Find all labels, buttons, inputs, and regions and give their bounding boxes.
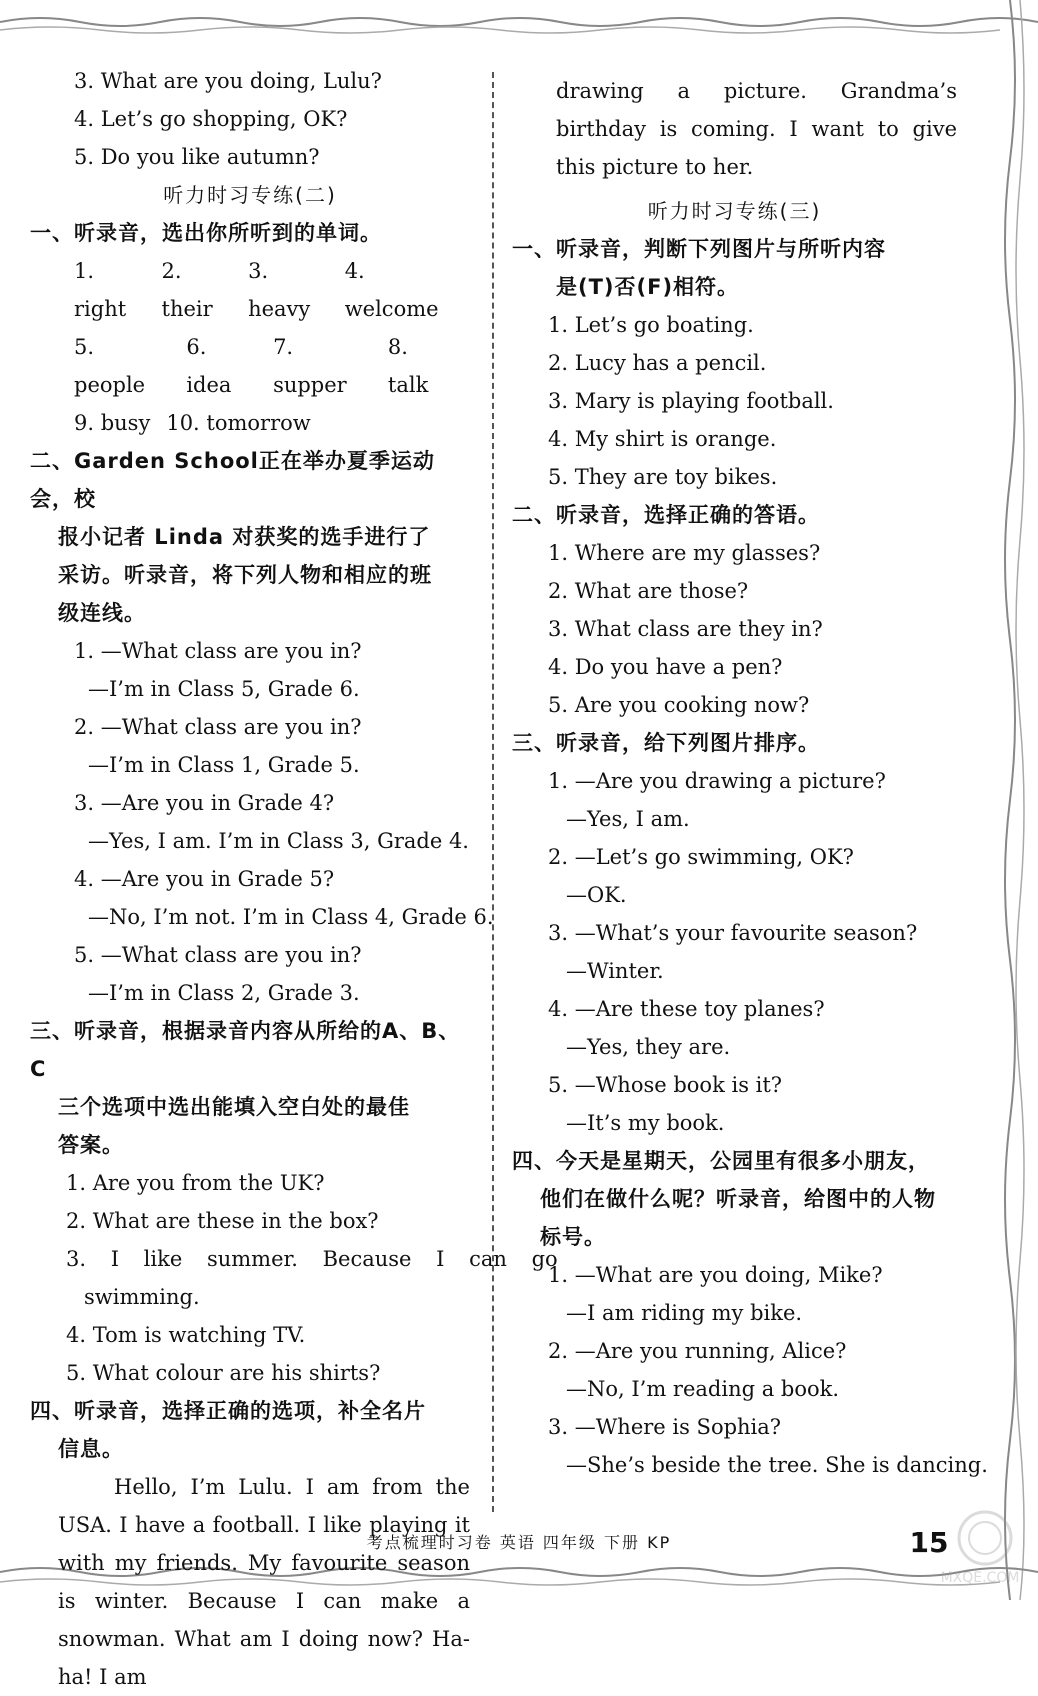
list-item: 2. What are those? (548, 579, 749, 603)
section-title: 听力时习专练(三) (647, 199, 822, 223)
list-item: 2. What are these in the box? (66, 1209, 379, 1233)
word-row (30, 252, 470, 328)
dialog-line: 4. —Are these toy planes? (548, 997, 825, 1021)
question-heading-cont: 报小记者 Linda 对获奖的选手进行了 (58, 525, 431, 549)
word: 4. welcome (344, 259, 439, 321)
dialog-line: 4. —Are you in Grade 5? (74, 867, 335, 891)
dialog-line: —Winter. (566, 959, 664, 983)
dialog-line: 5. —What class are you in? (74, 943, 362, 967)
question-heading-cont: 信息。 (58, 1437, 124, 1461)
word: 2. their (161, 259, 213, 321)
dialog-line: —No, I’m not. I’m in Class 4, Grade 6. (88, 905, 494, 929)
word-row (30, 404, 470, 442)
list-item: 3. Mary is playing football. (548, 389, 834, 413)
question-heading: 一、听录音，选出你所听到的单词。 (30, 221, 382, 245)
page-footer: 考点梳理时习卷 英语 四年级 下册 KP (366, 1533, 672, 1552)
dialog-line: —I am riding my bike. (566, 1301, 803, 1325)
word: 1. right (74, 259, 127, 321)
dialog-line: 1. —Are you drawing a picture? (548, 769, 886, 793)
watermark-text: MXQE.COM (940, 1570, 1020, 1586)
question-heading-cont: 标号。 (540, 1225, 606, 1249)
list-item: 1. Let’s go boating. (548, 313, 754, 337)
word: 8. talk (387, 335, 429, 397)
word: 10. tomorrow (166, 411, 311, 435)
dialog-line: 3. —Where is Sophia? (548, 1415, 782, 1439)
dialog-line: —Yes, they are. (566, 1035, 731, 1059)
word-row (30, 328, 470, 404)
list-item: 3. What class are they in? (548, 617, 823, 641)
word: 9. busy (74, 411, 151, 435)
section-title: 听力时习专练(二) (163, 183, 337, 207)
list-item: 3. I like summer. Because I can go (66, 1247, 558, 1271)
question-heading-cont: 三个选项中选出能填入空白处的最佳 (58, 1095, 410, 1119)
list-item: 5. Do you like autumn? (74, 145, 320, 169)
page-border-top (0, 0, 1038, 40)
word: 3. heavy (248, 259, 311, 321)
right-column (512, 62, 988, 1484)
list-item: 4. Do you have a pen? (548, 655, 783, 679)
list-item: 2. Lucy has a pencil. (548, 351, 767, 375)
dialog-line: —No, I’m reading a book. (566, 1377, 840, 1401)
list-item: 5. They are toy bikes. (548, 465, 778, 489)
question-heading-cont: 答案。 (58, 1133, 124, 1157)
list-item: 3. What are you doing, Lulu? (74, 69, 382, 93)
dialog-line: 1. —What class are you in? (74, 639, 362, 663)
dialog-line: —I’m in Class 2, Grade 3. (88, 981, 360, 1005)
list-item: 1. Are you from the UK? (66, 1171, 325, 1195)
question-heading: 二、Garden School正在举办夏季运动会，校 (30, 449, 435, 511)
page-number: 15 (909, 1526, 949, 1559)
list-item-cont: swimming. (84, 1285, 200, 1309)
question-heading: 三、听录音，给下列图片排序。 (512, 731, 820, 755)
question-heading-cont: 级连线。 (58, 601, 146, 625)
dialog-line: —OK. (566, 883, 627, 907)
dialog-line: 2. —What class are you in? (74, 715, 362, 739)
question-heading-cont: 他们在做什么呢？听录音，给图中的人物 (540, 1187, 936, 1211)
question-heading: 四、听录音，选择正确的选项，补全名片 (30, 1399, 426, 1423)
word: 7. supper (273, 335, 347, 397)
passage-paragraph: Hello, I’m Lulu. I am from the USA. I have a football. I like playing it with my friends. My favourite season is winter. Because I can make a snowman. What am I doing now? Ha-ha! I am (58, 1475, 470, 1689)
dialog-line: 5. —Whose book is it? (548, 1073, 783, 1097)
dialog-line: —She’s beside the tree. She is dancing. (566, 1453, 988, 1477)
question-heading-cont: 采访。听录音，将下列人物和相应的班 (58, 563, 432, 587)
dialog-line: 2. —Let’s go swimming, OK? (548, 845, 854, 869)
dialog-line: —It’s my book. (566, 1111, 725, 1135)
dialog-line: 2. —Are you running, Alice? (548, 1339, 847, 1363)
word: 5. people (74, 335, 146, 397)
word: 6. idea (186, 335, 232, 397)
column-divider (492, 72, 494, 1512)
page-border-right (990, 0, 1038, 1600)
list-item: 4. Tom is watching TV. (66, 1323, 306, 1347)
dialog-line: —Yes, I am. (566, 807, 690, 831)
dialog-line: —Yes, I am. I’m in Class 3, Grade 4. (88, 829, 469, 853)
list-item: 4. My shirt is orange. (548, 427, 777, 451)
question-heading: 四、今天是星期天，公园里有很多小朋友， (512, 1149, 930, 1173)
dialog-line: 1. —What are you doing, Mike? (548, 1263, 883, 1287)
list-item: 1. Where are my glasses? (548, 541, 821, 565)
question-heading-cont: 是(T)否(F)相符。 (556, 275, 740, 299)
question-heading: 三、听录音，根据录音内容从所给的A、B、C (30, 1019, 461, 1081)
list-item: 5. What colour are his shirts? (66, 1361, 381, 1385)
question-heading: 一、听录音，判断下列图片与所听内容 (512, 237, 886, 261)
list-item: 4. Let’s go shopping, OK? (74, 107, 348, 131)
passage-paragraph-cont: drawing a picture. Grandma’s birthday is coming. I want to give this picture to her. (556, 79, 957, 179)
list-item: 5. Are you cooking now? (548, 693, 810, 717)
dialog-line: 3. —Are you in Grade 4? (74, 791, 335, 815)
question-heading: 二、听录音，选择正确的答语。 (512, 503, 820, 527)
dialog-line: —I’m in Class 1, Grade 5. (88, 753, 360, 777)
dialog-line: 3. —What’s your favourite season? (548, 921, 918, 945)
dialog-line: —I’m in Class 5, Grade 6. (88, 677, 360, 701)
